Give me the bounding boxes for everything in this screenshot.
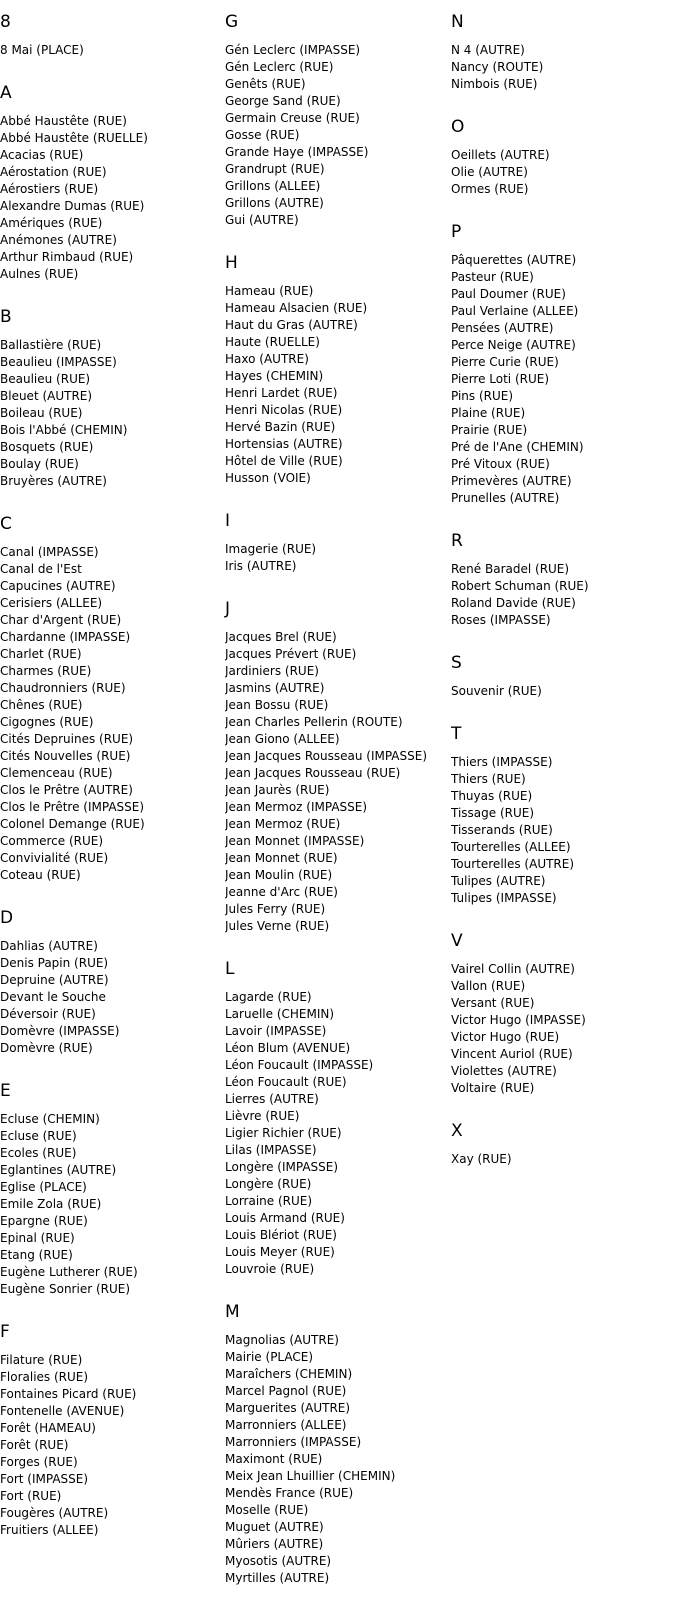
street-entry[interactable]: Paul Verlaine (ALLEE) bbox=[451, 304, 579, 318]
street-entry[interactable]: Coteau (RUE) bbox=[0, 868, 81, 882]
street-entry[interactable]: Fontenelle (AVENUE) bbox=[0, 1404, 125, 1418]
street-index-column-1 bbox=[0, 12, 218, 1563]
street-list bbox=[451, 561, 669, 629]
street-entry[interactable]: Domèvre (IMPASSE) bbox=[0, 1024, 120, 1038]
street-entry[interactable]: Clemenceau (RUE) bbox=[0, 766, 113, 780]
letter-section bbox=[225, 599, 443, 935]
street-entry[interactable]: Pierre Loti (RUE) bbox=[451, 372, 550, 386]
street-entry[interactable]: Prairie (RUE) bbox=[451, 423, 528, 437]
street-entry[interactable]: Prunelles (AUTRE) bbox=[451, 491, 560, 505]
street-entry[interactable]: Ballastière (RUE) bbox=[0, 338, 102, 352]
letter-section bbox=[0, 83, 218, 283]
street-entry[interactable]: Olie (AUTRE) bbox=[451, 165, 528, 179]
letter-heading: P bbox=[451, 222, 462, 242]
street-entry[interactable]: Maximont (RUE) bbox=[225, 1452, 323, 1466]
letter-section bbox=[451, 12, 669, 93]
street-entry[interactable]: Mairie (PLACE) bbox=[225, 1350, 314, 1364]
letter-heading: L bbox=[225, 959, 235, 979]
street-entry[interactable]: Louis Armand (RUE) bbox=[225, 1211, 345, 1225]
street-entry[interactable]: Jacques Prévert (RUE) bbox=[225, 647, 357, 661]
letter-heading: R bbox=[451, 531, 463, 551]
street-list bbox=[225, 541, 443, 575]
street-entry[interactable]: Imagerie (RUE) bbox=[225, 542, 317, 556]
street-entry[interactable]: Plaine (RUE) bbox=[451, 406, 526, 420]
street-entry[interactable]: Léon Foucault (IMPASSE) bbox=[225, 1058, 374, 1072]
letter-section bbox=[225, 253, 443, 487]
street-entry[interactable]: Boileau (RUE) bbox=[0, 406, 83, 420]
street-entry[interactable]: Nimbois (RUE) bbox=[451, 77, 538, 91]
street-list bbox=[451, 252, 669, 507]
street-entry[interactable]: Tissage (RUE) bbox=[451, 806, 535, 820]
letter-heading: J bbox=[225, 599, 231, 619]
street-list bbox=[0, 938, 218, 1057]
street-entry[interactable]: Bois l'Abbé (CHEMIN) bbox=[0, 423, 128, 437]
street-entry[interactable]: Marronniers (ALLEE) bbox=[225, 1418, 347, 1432]
street-list bbox=[225, 1332, 443, 1587]
street-entry[interactable]: Hayes (CHEMIN) bbox=[225, 369, 324, 383]
street-index-column-3 bbox=[451, 12, 669, 1192]
letter-heading: T bbox=[451, 724, 462, 744]
letter-section bbox=[0, 1081, 218, 1298]
street-entry[interactable]: Depruine (AUTRE) bbox=[0, 973, 109, 987]
street-entry[interactable]: Clos le Prêtre (IMPASSE) bbox=[0, 800, 145, 814]
street-entry[interactable]: Haxo (AUTRE) bbox=[225, 352, 309, 366]
street-entry[interactable]: Etang (RUE) bbox=[0, 1248, 73, 1262]
street-entry[interactable]: Versant (RUE) bbox=[451, 996, 535, 1010]
letter-heading: X bbox=[451, 1121, 463, 1141]
street-entry[interactable]: Charlet (RUE) bbox=[0, 647, 82, 661]
street-entry[interactable]: Chardanne (IMPASSE) bbox=[0, 630, 131, 644]
street-list bbox=[451, 42, 669, 93]
street-entry[interactable]: Lièvre (RUE) bbox=[225, 1109, 300, 1123]
street-entry[interactable]: Grillons (ALLEE) bbox=[225, 179, 321, 193]
street-entry[interactable]: Thuyas (RUE) bbox=[451, 789, 533, 803]
street-entry[interactable]: Thiers (RUE) bbox=[451, 772, 526, 786]
street-entry[interactable]: Anémones (AUTRE) bbox=[0, 233, 117, 247]
street-entry[interactable]: Arthur Rimbaud (RUE) bbox=[0, 250, 134, 264]
street-entry[interactable]: Epargne (RUE) bbox=[0, 1214, 88, 1228]
street-list bbox=[451, 961, 669, 1097]
street-entry[interactable]: Genêts (RUE) bbox=[225, 77, 306, 91]
letter-heading: D bbox=[0, 908, 14, 928]
street-entry[interactable]: Louis Blériot (RUE) bbox=[225, 1228, 337, 1242]
street-entry[interactable]: Moselle (RUE) bbox=[225, 1503, 309, 1517]
street-entry[interactable]: Gui (AUTRE) bbox=[225, 213, 299, 227]
street-entry[interactable]: Capucines (AUTRE) bbox=[0, 579, 116, 593]
street-entry[interactable]: Beaulieu (IMPASSE) bbox=[0, 355, 117, 369]
street-entry[interactable]: Ormes (RUE) bbox=[451, 182, 529, 196]
street-entry[interactable]: Cerisiers (ALLEE) bbox=[0, 596, 103, 610]
street-entry[interactable]: Jean Mermoz (IMPASSE) bbox=[225, 800, 368, 814]
letter-section bbox=[451, 222, 669, 507]
street-entry[interactable]: Marcel Pagnol (RUE) bbox=[225, 1384, 347, 1398]
street-entry[interactable]: Hervé Bazin (RUE) bbox=[225, 420, 336, 434]
letter-heading: M bbox=[225, 1302, 240, 1322]
letter-heading: I bbox=[225, 511, 231, 531]
street-entry[interactable]: Commerce (RUE) bbox=[0, 834, 104, 848]
street-entry[interactable]: Hameau (RUE) bbox=[225, 284, 314, 298]
street-list bbox=[0, 544, 218, 884]
street-entry[interactable]: 8 Mai (PLACE) bbox=[0, 43, 84, 57]
street-entry[interactable]: Roland Davide (RUE) bbox=[451, 596, 576, 610]
street-entry[interactable]: Tourterelles (AUTRE) bbox=[451, 857, 575, 871]
street-entry[interactable]: Pins (RUE) bbox=[451, 389, 514, 403]
letter-heading: A bbox=[0, 83, 12, 103]
street-entry[interactable]: Cigognes (RUE) bbox=[0, 715, 94, 729]
street-entry[interactable]: Jean Jacques Rousseau (IMPASSE) bbox=[225, 749, 428, 763]
street-entry[interactable]: Marronniers (IMPASSE) bbox=[225, 1435, 362, 1449]
street-entry[interactable]: Hôtel de Ville (RUE) bbox=[225, 454, 343, 468]
street-entry[interactable]: Hortensias (AUTRE) bbox=[225, 437, 343, 451]
letter-section bbox=[451, 1121, 669, 1168]
letter-section bbox=[0, 514, 218, 884]
street-entry[interactable]: Hameau Alsacien (RUE) bbox=[225, 301, 368, 315]
street-entry[interactable]: Lierres (AUTRE) bbox=[225, 1092, 319, 1106]
letter-section bbox=[225, 1302, 443, 1587]
street-entry[interactable]: Ecoles (RUE) bbox=[0, 1146, 77, 1160]
street-entry[interactable]: Violettes (AUTRE) bbox=[451, 1064, 557, 1078]
street-list bbox=[451, 1151, 669, 1168]
letter-heading: F bbox=[0, 1322, 10, 1342]
street-entry[interactable]: Aulnes (RUE) bbox=[0, 267, 79, 281]
street-entry[interactable]: Souvenir (RUE) bbox=[451, 684, 542, 698]
street-entry[interactable]: Boulay (RUE) bbox=[0, 457, 79, 471]
letter-section bbox=[0, 307, 218, 490]
street-entry[interactable]: Nancy (ROUTE) bbox=[451, 60, 544, 74]
street-entry[interactable]: Gosse (RUE) bbox=[225, 128, 300, 142]
street-entry[interactable]: Iris (AUTRE) bbox=[225, 559, 297, 573]
street-entry[interactable]: Myosotis (AUTRE) bbox=[225, 1554, 332, 1568]
street-entry[interactable]: Longère (IMPASSE) bbox=[225, 1160, 339, 1174]
street-entry[interactable]: Eglise (PLACE) bbox=[0, 1180, 87, 1194]
street-entry[interactable]: Vallon (RUE) bbox=[451, 979, 526, 993]
street-entry[interactable]: Jean Monnet (RUE) bbox=[225, 851, 338, 865]
street-entry[interactable]: Myrtilles (AUTRE) bbox=[225, 1571, 330, 1585]
letter-heading: O bbox=[451, 117, 465, 137]
street-entry[interactable]: Jean Monnet (IMPASSE) bbox=[225, 834, 365, 848]
street-entry[interactable]: Eugène Sonrier (RUE) bbox=[0, 1282, 131, 1296]
street-entry[interactable]: Tourterelles (ALLEE) bbox=[451, 840, 571, 854]
street-entry[interactable]: Fruitiers (ALLEE) bbox=[0, 1523, 99, 1537]
street-entry[interactable]: Grillons (AUTRE) bbox=[225, 196, 324, 210]
street-entry[interactable]: Gén Leclerc (RUE) bbox=[225, 60, 334, 74]
letter-heading: E bbox=[0, 1081, 11, 1101]
street-entry[interactable]: Fort (IMPASSE) bbox=[0, 1472, 89, 1486]
street-list bbox=[225, 629, 443, 935]
letter-heading: 8 bbox=[0, 12, 11, 32]
street-entry[interactable]: Eglantines (AUTRE) bbox=[0, 1163, 117, 1177]
street-entry[interactable]: Vincent Auriol (RUE) bbox=[451, 1047, 573, 1061]
street-entry[interactable]: Abbé Haustête (RUELLE) bbox=[0, 131, 148, 145]
street-entry[interactable]: Victor Hugo (IMPASSE) bbox=[451, 1013, 586, 1027]
street-entry[interactable]: Grandrupt (RUE) bbox=[225, 162, 325, 176]
street-entry[interactable]: Forêt (HAMEAU) bbox=[0, 1421, 96, 1435]
street-entry[interactable]: Xay (RUE) bbox=[451, 1152, 512, 1166]
street-entry[interactable]: Meix Jean Lhuillier (CHEMIN) bbox=[225, 1469, 396, 1483]
street-list bbox=[0, 1352, 218, 1539]
street-entry[interactable]: Maraîchers (CHEMIN) bbox=[225, 1367, 353, 1381]
street-entry[interactable]: Cités Nouvelles (RUE) bbox=[0, 749, 131, 763]
street-entry[interactable]: Canal (IMPASSE) bbox=[0, 545, 99, 559]
street-entry[interactable]: René Baradel (RUE) bbox=[451, 562, 570, 576]
letter-section bbox=[451, 931, 669, 1097]
letter-heading: H bbox=[225, 253, 238, 273]
street-list bbox=[225, 989, 443, 1278]
letter-heading: B bbox=[0, 307, 12, 327]
street-entry[interactable]: Amériques (RUE) bbox=[0, 216, 103, 230]
street-entry[interactable]: Marguerites (AUTRE) bbox=[225, 1401, 351, 1415]
street-entry[interactable]: Robert Schuman (RUE) bbox=[451, 579, 589, 593]
street-entry[interactable]: Jean Mermoz (RUE) bbox=[225, 817, 341, 831]
street-entry[interactable]: Pasteur (RUE) bbox=[451, 270, 534, 284]
street-entry[interactable]: Epinal (RUE) bbox=[0, 1231, 75, 1245]
letter-heading: N bbox=[451, 12, 464, 32]
street-list bbox=[225, 42, 443, 229]
street-entry[interactable]: Denis Papin (RUE) bbox=[0, 956, 109, 970]
street-entry[interactable]: Chênes (RUE) bbox=[0, 698, 83, 712]
street-entry[interactable]: Bruyères (AUTRE) bbox=[0, 474, 107, 488]
letter-section bbox=[0, 908, 218, 1057]
street-entry[interactable]: Jeanne d'Arc (RUE) bbox=[225, 885, 338, 899]
street-entry[interactable]: Aérostiers (RUE) bbox=[0, 182, 99, 196]
street-entry[interactable]: Longère (RUE) bbox=[225, 1177, 312, 1191]
street-entry[interactable]: Alexandre Dumas (RUE) bbox=[0, 199, 145, 213]
letter-section bbox=[451, 724, 669, 907]
street-entry[interactable]: Filature (RUE) bbox=[0, 1353, 83, 1367]
street-entry[interactable]: Magnolias (AUTRE) bbox=[225, 1333, 339, 1347]
letter-section bbox=[451, 531, 669, 629]
street-entry[interactable]: Pensées (AUTRE) bbox=[451, 321, 554, 335]
street-entry[interactable]: Léon Blum (AVENUE) bbox=[225, 1041, 351, 1055]
street-entry[interactable]: Domèvre (RUE) bbox=[0, 1041, 93, 1055]
street-entry[interactable]: Gén Leclerc (IMPASSE) bbox=[225, 43, 361, 57]
street-entry[interactable]: Pré de l'Ane (CHEMIN) bbox=[451, 440, 584, 454]
street-entry[interactable]: Bosquets (RUE) bbox=[0, 440, 94, 454]
letter-heading: C bbox=[0, 514, 12, 534]
street-entry[interactable]: Haut du Gras (AUTRE) bbox=[225, 318, 358, 332]
street-entry[interactable]: Ecluse (CHEMIN) bbox=[0, 1112, 100, 1126]
street-entry[interactable]: Jules Verne (RUE) bbox=[225, 919, 330, 933]
street-index-column-2 bbox=[225, 12, 443, 1611]
street-entry[interactable]: Mûriers (AUTRE) bbox=[225, 1537, 324, 1551]
street-entry[interactable]: Charmes (RUE) bbox=[0, 664, 92, 678]
street-entry[interactable]: Abbé Haustête (RUE) bbox=[0, 114, 127, 128]
street-entry[interactable]: Haute (RUELLE) bbox=[225, 335, 320, 349]
street-entry[interactable]: Dahlias (AUTRE) bbox=[0, 939, 98, 953]
letter-heading: G bbox=[225, 12, 239, 32]
letter-section bbox=[225, 12, 443, 229]
street-entry[interactable]: Tulipes (IMPASSE) bbox=[451, 891, 557, 905]
street-entry[interactable]: Acacias (RUE) bbox=[0, 148, 84, 162]
street-entry[interactable]: N 4 (AUTRE) bbox=[451, 43, 525, 57]
street-entry[interactable]: Laruelle (CHEMIN) bbox=[225, 1007, 335, 1021]
street-entry[interactable]: Léon Foucault (RUE) bbox=[225, 1075, 347, 1089]
street-entry[interactable]: Lorraine (RUE) bbox=[225, 1194, 313, 1208]
letter-section bbox=[225, 959, 443, 1278]
street-entry[interactable]: Aérostation (RUE) bbox=[0, 165, 107, 179]
street-entry[interactable]: Bleuet (AUTRE) bbox=[0, 389, 93, 403]
street-entry[interactable]: Jasmins (AUTRE) bbox=[225, 681, 325, 695]
street-entry[interactable]: Primevères (AUTRE) bbox=[451, 474, 572, 488]
street-entry[interactable]: Déversoir (RUE) bbox=[0, 1007, 96, 1021]
street-entry[interactable]: Henri Lardet (RUE) bbox=[225, 386, 338, 400]
street-entry[interactable]: Vairel Collin (AUTRE) bbox=[451, 962, 575, 976]
street-entry[interactable]: Canal de l'Est bbox=[0, 562, 82, 576]
street-list bbox=[0, 42, 218, 59]
street-entry[interactable]: Jules Ferry (RUE) bbox=[225, 902, 326, 916]
letter-section bbox=[451, 117, 669, 198]
street-list bbox=[451, 754, 669, 907]
street-entry[interactable]: Pré Vitoux (RUE) bbox=[451, 457, 550, 471]
street-entry[interactable]: Jean Bossu (RUE) bbox=[225, 698, 329, 712]
street-entry[interactable]: Jacques Brel (RUE) bbox=[225, 630, 337, 644]
street-entry[interactable]: Lagarde (RUE) bbox=[225, 990, 312, 1004]
street-entry[interactable]: Fort (RUE) bbox=[0, 1489, 62, 1503]
street-entry[interactable]: Eugène Lutherer (RUE) bbox=[0, 1265, 138, 1279]
street-entry[interactable]: Germain Creuse (RUE) bbox=[225, 111, 360, 125]
street-entry[interactable]: Voltaire (RUE) bbox=[451, 1081, 535, 1095]
street-entry[interactable]: Lavoir (IMPASSE) bbox=[225, 1024, 327, 1038]
street-entry[interactable]: Jean Moulin (RUE) bbox=[225, 868, 333, 882]
street-entry[interactable]: Grande Haye (IMPASSE) bbox=[225, 145, 369, 159]
street-entry[interactable]: Roses (IMPASSE) bbox=[451, 613, 551, 627]
letter-heading: S bbox=[451, 653, 462, 673]
street-list bbox=[0, 337, 218, 490]
letter-section bbox=[451, 653, 669, 700]
street-entry[interactable]: George Sand (RUE) bbox=[225, 94, 341, 108]
street-entry[interactable]: Tisserands (RUE) bbox=[451, 823, 553, 837]
street-entry[interactable]: Victor Hugo (RUE) bbox=[451, 1030, 560, 1044]
street-entry[interactable]: Forges (RUE) bbox=[0, 1455, 78, 1469]
street-entry[interactable]: Thiers (IMPASSE) bbox=[451, 755, 553, 769]
street-entry[interactable]: Fontaines Picard (RUE) bbox=[0, 1387, 137, 1401]
street-entry[interactable]: Henri Nicolas (RUE) bbox=[225, 403, 343, 417]
street-entry[interactable]: Fougères (AUTRE) bbox=[0, 1506, 109, 1520]
street-entry[interactable]: Perce Neige (AUTRE) bbox=[451, 338, 576, 352]
street-entry[interactable]: Cités Depruines (RUE) bbox=[0, 732, 134, 746]
street-entry[interactable]: Chaudronniers (RUE) bbox=[0, 681, 126, 695]
street-entry[interactable]: Char d'Argent (RUE) bbox=[0, 613, 122, 627]
letter-heading: V bbox=[451, 931, 463, 951]
street-list bbox=[225, 283, 443, 487]
street-entry[interactable]: Ligier Richier (RUE) bbox=[225, 1126, 342, 1140]
street-entry[interactable]: Ecluse (RUE) bbox=[0, 1129, 77, 1143]
street-list bbox=[0, 1111, 218, 1298]
street-entry[interactable]: Jean Jaurès (RUE) bbox=[225, 783, 330, 797]
street-entry[interactable]: Pierre Curie (RUE) bbox=[451, 355, 559, 369]
street-entry[interactable]: Oeillets (AUTRE) bbox=[451, 148, 550, 162]
street-entry[interactable]: Clos le Prêtre (AUTRE) bbox=[0, 783, 133, 797]
street-entry[interactable]: Louis Meyer (RUE) bbox=[225, 1245, 335, 1259]
street-entry[interactable]: Colonel Demange (RUE) bbox=[0, 817, 145, 831]
street-entry[interactable]: Forêt (RUE) bbox=[0, 1438, 69, 1452]
street-entry[interactable]: Floralies (RUE) bbox=[0, 1370, 89, 1384]
letter-section bbox=[225, 511, 443, 575]
street-entry[interactable]: Lilas (IMPASSE) bbox=[225, 1143, 317, 1157]
street-entry[interactable]: Louvroie (RUE) bbox=[225, 1262, 315, 1276]
street-entry[interactable]: Husson (VOIE) bbox=[225, 471, 311, 485]
street-list bbox=[451, 683, 669, 700]
street-entry[interactable]: Jardiniers (RUE) bbox=[225, 664, 319, 678]
street-entry[interactable]: Beaulieu (RUE) bbox=[0, 372, 91, 386]
street-entry[interactable]: Emile Zola (RUE) bbox=[0, 1197, 102, 1211]
street-entry[interactable]: Paul Doumer (RUE) bbox=[451, 287, 566, 301]
street-entry[interactable]: Tulipes (AUTRE) bbox=[451, 874, 546, 888]
street-entry[interactable]: Jean Charles Pellerin (ROUTE) bbox=[225, 715, 403, 729]
street-entry[interactable]: Devant le Souche bbox=[0, 990, 106, 1004]
street-list bbox=[0, 113, 218, 283]
street-entry[interactable]: Muguet (AUTRE) bbox=[225, 1520, 324, 1534]
street-entry[interactable]: Jean Giono (ALLEE) bbox=[225, 732, 340, 746]
street-entry[interactable]: Mendès France (RUE) bbox=[225, 1486, 354, 1500]
street-entry[interactable]: Pâquerettes (AUTRE) bbox=[451, 253, 577, 267]
letter-section bbox=[0, 12, 218, 59]
street-entry[interactable]: Jean Jacques Rousseau (RUE) bbox=[225, 766, 401, 780]
street-entry[interactable]: Convivialité (RUE) bbox=[0, 851, 109, 865]
letter-section bbox=[0, 1322, 218, 1539]
street-list bbox=[451, 147, 669, 198]
